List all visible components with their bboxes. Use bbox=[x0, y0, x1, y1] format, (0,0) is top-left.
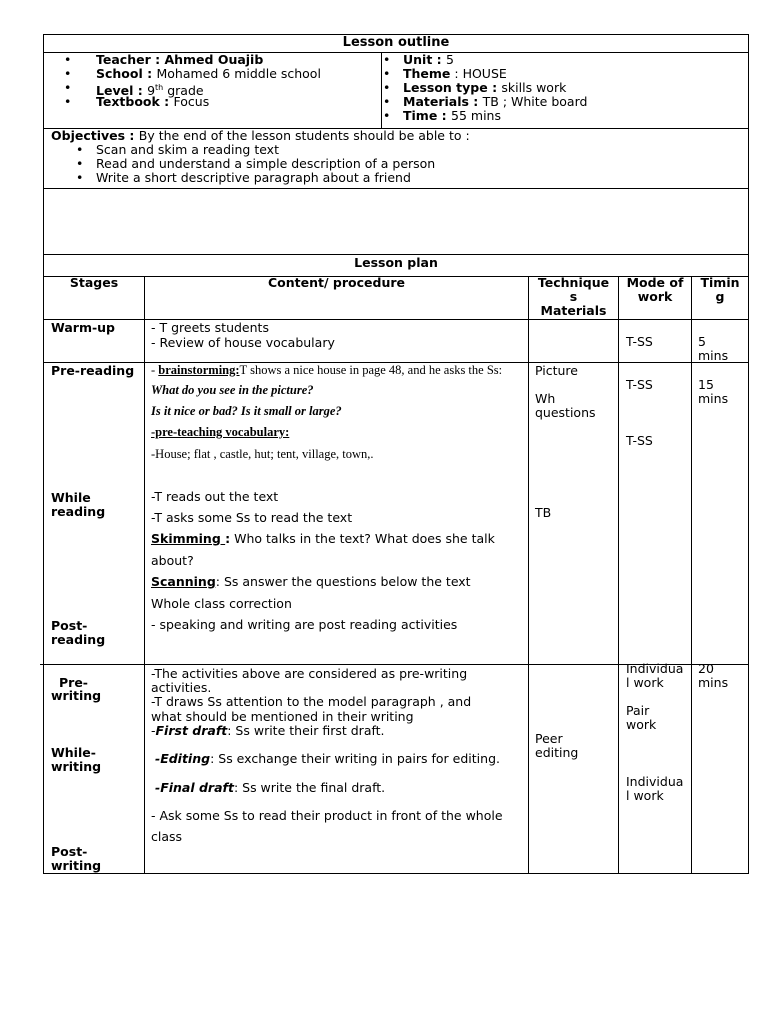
header-line: Materials bbox=[540, 303, 607, 318]
warmup-time-unit: mins bbox=[698, 348, 729, 363]
reading-technique: Picture bbox=[535, 363, 578, 378]
t-asks-line: -T asks some Ss to read the text bbox=[151, 510, 353, 525]
col-header-techniques bbox=[529, 276, 618, 318]
school-row bbox=[96, 66, 321, 81]
theme-value: : HOUSE bbox=[450, 66, 507, 81]
warmup-line: - Review of house vocabulary bbox=[151, 335, 335, 350]
theme-label: Theme bbox=[403, 66, 451, 81]
objectives-label: Objectives : bbox=[51, 128, 139, 143]
prefix: - bbox=[151, 723, 156, 738]
lesson-type-row bbox=[403, 80, 566, 95]
time-value: 55 mins bbox=[451, 108, 501, 123]
page-title: Lesson outline bbox=[342, 35, 450, 50]
textbook-label: Textbook : bbox=[96, 94, 174, 109]
teacher-row bbox=[96, 52, 263, 67]
stage-while-writing: While- bbox=[51, 745, 96, 760]
writing-time-unit: mins bbox=[698, 675, 729, 690]
writing-mode: l work bbox=[626, 788, 664, 803]
stage-pre-writing: Pre- bbox=[59, 675, 88, 690]
first-draft-label: First draft bbox=[155, 723, 228, 738]
reading-mode: T-SS bbox=[626, 433, 653, 448]
materials-row bbox=[403, 94, 587, 109]
header-line: Technique bbox=[537, 275, 610, 290]
brainstorming-label: brainstorming: bbox=[158, 363, 240, 377]
reading-technique: Wh bbox=[535, 391, 556, 406]
objective-item bbox=[96, 156, 435, 171]
materials-label: Materials : bbox=[403, 94, 483, 109]
col-header-mode bbox=[619, 276, 691, 304]
level-value: 9 bbox=[147, 83, 156, 99]
teacher-label: Teacher : bbox=[96, 52, 165, 67]
objectives-heading bbox=[51, 128, 470, 143]
objective-text: Scan and skim a reading text bbox=[96, 142, 279, 157]
header-line: work bbox=[637, 289, 673, 304]
first-draft-text: : Ss write their first draft. bbox=[227, 723, 385, 738]
final-draft-line bbox=[155, 780, 385, 795]
writing-line: what should be mentioned in their writing bbox=[151, 709, 414, 724]
skimming-text: Who talks in the text? What does she talk bbox=[230, 531, 495, 546]
final-draft-text: : Ss write the final draft. bbox=[233, 780, 386, 795]
header-line: s bbox=[569, 289, 578, 304]
reading-time-value: 15 bbox=[698, 377, 714, 392]
lesson-plan-title: Lesson plan bbox=[354, 255, 438, 270]
objective-item bbox=[96, 170, 411, 185]
editing-label: -Editing bbox=[155, 751, 211, 766]
stage-post-reading: Post- bbox=[51, 618, 88, 633]
col-header-content: Content/ procedure bbox=[268, 275, 405, 290]
time-label: Time : bbox=[403, 108, 452, 123]
scanning-label: Scanning bbox=[151, 574, 216, 589]
writing-technique: Peer bbox=[535, 731, 563, 746]
skimming-line bbox=[151, 531, 495, 546]
reading-technique: questions bbox=[535, 405, 596, 420]
school-label: School : bbox=[96, 66, 157, 81]
stage-while-reading: While bbox=[51, 490, 91, 505]
colon: : bbox=[225, 531, 231, 546]
level-sup: th bbox=[155, 83, 164, 92]
reading-mode: T-SS bbox=[626, 377, 653, 392]
col-header-stages: Stages bbox=[69, 275, 119, 290]
school-value: Mohamed 6 middle school bbox=[156, 66, 321, 81]
brainstorming-line bbox=[151, 363, 502, 378]
stage-pre-reading: Pre-reading bbox=[51, 363, 135, 378]
writing-line: -The activities above are considered as pre-writing bbox=[151, 666, 468, 681]
editing-line bbox=[155, 751, 500, 766]
writing-time-value: 20 bbox=[698, 661, 714, 676]
skimming-label: Skimming bbox=[151, 531, 226, 546]
stage-while-reading-2: reading bbox=[51, 504, 106, 519]
header-line: Mode of bbox=[626, 275, 684, 290]
objective-text: Write a short descriptive paragraph about a friend bbox=[96, 170, 411, 185]
prefix: - bbox=[151, 363, 159, 377]
warmup-time-value: 5 bbox=[698, 334, 706, 349]
objective-text: Read and understand a simple description of a person bbox=[96, 156, 436, 171]
lesson-type-value: skills work bbox=[501, 80, 567, 95]
ask-line-2: class bbox=[151, 829, 183, 844]
writing-mode: Individua bbox=[626, 774, 684, 789]
question-1: What do you see in the picture? bbox=[151, 383, 314, 397]
teacher-value: Ahmed Ouajib bbox=[164, 52, 264, 67]
stage-post-writing-2: writing bbox=[51, 858, 102, 873]
stage-post-reading-2: reading bbox=[51, 632, 106, 647]
editing-text: : Ss exchange their writing in pairs for editing. bbox=[210, 751, 500, 766]
final-draft-label: -Final draft bbox=[155, 780, 234, 795]
textbook-row bbox=[96, 94, 209, 109]
col-header-timing bbox=[692, 276, 748, 304]
scanning-text: : Ss answer the questions below the text bbox=[215, 574, 471, 589]
objective-item bbox=[96, 142, 279, 157]
reading-technique: TB bbox=[535, 505, 552, 520]
warmup-mode: T-SS bbox=[626, 334, 653, 349]
lesson-type-label: Lesson type : bbox=[403, 80, 502, 95]
level-label: Level : bbox=[96, 83, 148, 99]
writing-mode: Pair bbox=[626, 703, 650, 718]
header-line: Timin bbox=[700, 275, 740, 290]
question-2: Is it nice or bad? Is it small or large? bbox=[151, 404, 342, 418]
writing-mode: work bbox=[626, 717, 657, 732]
unit-value: 5 bbox=[446, 52, 454, 67]
stage-pre-writing-2: writing bbox=[51, 688, 102, 703]
stage-while-writing-2: writing bbox=[51, 759, 102, 774]
materials-value: TB ; White board bbox=[482, 94, 588, 109]
writing-mode: l work bbox=[626, 675, 664, 690]
level-suffix: grade bbox=[163, 83, 204, 99]
first-draft-line bbox=[151, 723, 385, 738]
header-line: g bbox=[715, 289, 725, 304]
scanning-line bbox=[151, 574, 471, 589]
reading-time-unit: mins bbox=[698, 391, 729, 406]
unit-label: Unit : bbox=[403, 52, 447, 67]
writing-line: activities. bbox=[151, 680, 212, 695]
pre-teaching-label: -pre-teaching vocabulary: bbox=[151, 425, 290, 439]
skimming-line-2: about? bbox=[151, 553, 194, 568]
stage-warm-up: Warm-up bbox=[51, 320, 116, 335]
ask-line: - Ask some Ss to read their product in front of the whole bbox=[151, 808, 503, 823]
brainstorming-text: T shows a nice house in page 48, and he asks the Ss: bbox=[239, 363, 503, 377]
unit-row bbox=[403, 52, 454, 67]
writing-mode: Individua bbox=[626, 661, 684, 676]
stage-post-writing: Post- bbox=[51, 844, 88, 859]
warmup-line: - T greets students bbox=[151, 320, 269, 335]
post-reading-line: - speaking and writing are post reading activities bbox=[151, 617, 458, 632]
t-reads-line: -T reads out the text bbox=[151, 489, 279, 504]
time-row bbox=[403, 108, 501, 123]
textbook-value: Focus bbox=[173, 94, 210, 109]
writing-line: -T draws Ss attention to the model paragraph , and bbox=[151, 694, 472, 709]
objectives-intro: By the end of the lesson students should be able to : bbox=[138, 128, 470, 143]
vocabulary-list: -House; flat , castle, hut; tent, village, town,. bbox=[151, 447, 374, 461]
theme-row bbox=[403, 66, 507, 81]
correction-line: Whole class correction bbox=[151, 596, 292, 611]
writing-technique: editing bbox=[535, 745, 579, 760]
